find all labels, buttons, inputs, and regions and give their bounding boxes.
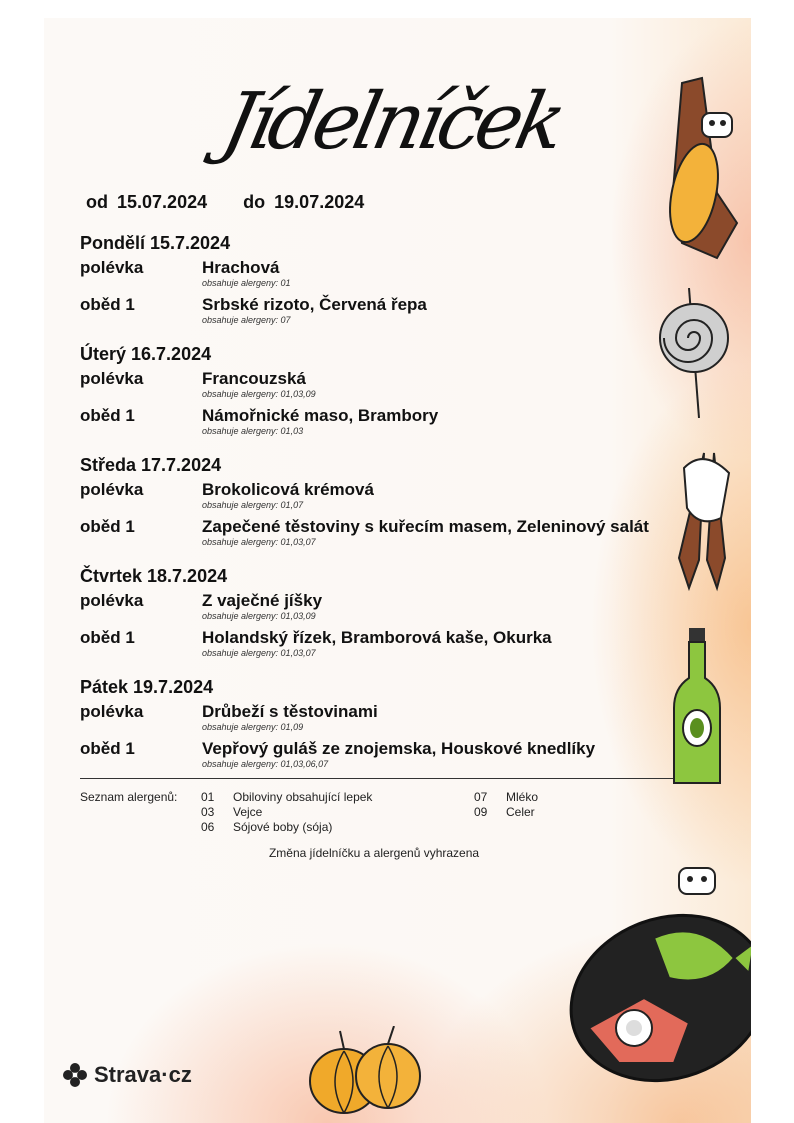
allergen-legend-label: Seznam alergenů: [80, 790, 178, 804]
soup-label: polévka [80, 369, 144, 388]
lunch-allergens: obsahuje alergeny: 01,03,06,07 [202, 759, 329, 769]
lunch-row [80, 295, 720, 332]
lunch-allergens: obsahuje alergeny: 01,03,07 [202, 537, 316, 547]
day-title: Středa 17.7.2024 [80, 455, 222, 475]
allergen-item: 09 Celer [474, 805, 535, 819]
divider [80, 778, 690, 779]
day-section [80, 232, 720, 343]
soup-row [80, 591, 720, 628]
allergen-item: 01 Obiloviny obsahující lepek [201, 790, 373, 804]
lunch-meal: Holandský řízek, Bramborová kaše, Okurka [202, 628, 552, 647]
soup-row [80, 480, 720, 517]
day-title: Pondělí 15.7.2024 [80, 233, 231, 253]
lunch-label: oběd 1 [80, 295, 135, 314]
lunch-meal: Námořnické maso, Brambory [202, 406, 439, 425]
soup-label: polévka [80, 591, 144, 610]
onions-icon [306, 1026, 426, 1116]
lunch-allergens: obsahuje alergeny: 01,03 [202, 426, 304, 436]
lunch-row [80, 406, 720, 443]
bread-board-icon [662, 73, 751, 263]
day-title: Pátek 19.7.2024 [80, 677, 214, 697]
allergen-item: 07 Mléko [474, 790, 539, 804]
brand-logo [62, 1062, 192, 1088]
lunch-label: oběd 1 [80, 739, 135, 758]
sausage-skewer-icon [659, 288, 739, 418]
footnote: Změna jídelníčku a alergenů vyhrazena [268, 846, 480, 860]
lunch-meal: Vepřový guláš ze znojemska, Houskové knedlíky [202, 739, 596, 758]
date-range [86, 192, 368, 213]
lunch-row [80, 628, 720, 665]
day-section [80, 565, 720, 676]
lunch-meal: Srbské rizoto, Červená řepa [202, 295, 427, 314]
soup-row [80, 369, 720, 406]
grill-icon [549, 848, 751, 1123]
title-jidelnicek [194, 40, 594, 210]
lunch-allergens: obsahuje alergeny: 07 [202, 315, 291, 325]
from-date: 15.07.2024 [117, 192, 208, 212]
allergen-item: 06 Sójové boby (sója) [201, 820, 333, 834]
soup-meal: Z vaječné jíšky [202, 591, 323, 610]
allergen-item: 03 Vejce [201, 805, 263, 819]
from-label: od [86, 192, 108, 212]
day-title: Čtvrtek 18.7.2024 [80, 566, 228, 586]
soup-meal: Francouzská [202, 369, 306, 388]
soup-label: polévka [80, 702, 144, 721]
soup-allergens: obsahuje alergeny: 01,03,09 [202, 611, 316, 621]
soup-meal: Brokolicová krémová [202, 480, 374, 499]
day-section [80, 676, 720, 787]
day-title: Úterý 16.7.2024 [80, 344, 212, 364]
to-date: 19.07.2024 [274, 192, 365, 212]
soup-meal: Hrachová [202, 258, 280, 277]
day-section [80, 454, 720, 565]
soup-label: polévka [80, 480, 144, 499]
lunch-allergens: obsahuje alergeny: 01,03,07 [202, 648, 316, 658]
lunch-meal: Zapečené těstoviny s kuřecím masem, Zeleninový salát [202, 517, 649, 536]
soup-label: polévka [80, 258, 144, 277]
soup-allergens: obsahuje alergeny: 01 [202, 278, 291, 288]
tongs-icon [659, 448, 739, 598]
menu-page [44, 18, 751, 1123]
title-text: Jídelníček [215, 75, 575, 167]
soup-row [80, 258, 720, 295]
soup-row [80, 702, 720, 739]
lunch-row [80, 739, 720, 776]
lunch-label: oběd 1 [80, 406, 135, 425]
lunch-label: oběd 1 [80, 628, 135, 647]
soup-allergens: obsahuje alergeny: 01,09 [202, 722, 304, 732]
to-label: do [243, 192, 266, 212]
brand-text: Strava·cz [94, 1062, 192, 1087]
soup-allergens: obsahuje alergeny: 01,03,09 [202, 389, 316, 399]
olive-oil-bottle-icon [672, 628, 722, 788]
day-section [80, 343, 720, 454]
soup-meal: Drůbeží s těstovinami [202, 702, 378, 721]
clover-icon [62, 1062, 88, 1088]
lunch-label: oběd 1 [80, 517, 135, 536]
soup-allergens: obsahuje alergeny: 01,07 [202, 500, 304, 510]
days-list [80, 232, 720, 787]
lunch-row [80, 517, 720, 554]
